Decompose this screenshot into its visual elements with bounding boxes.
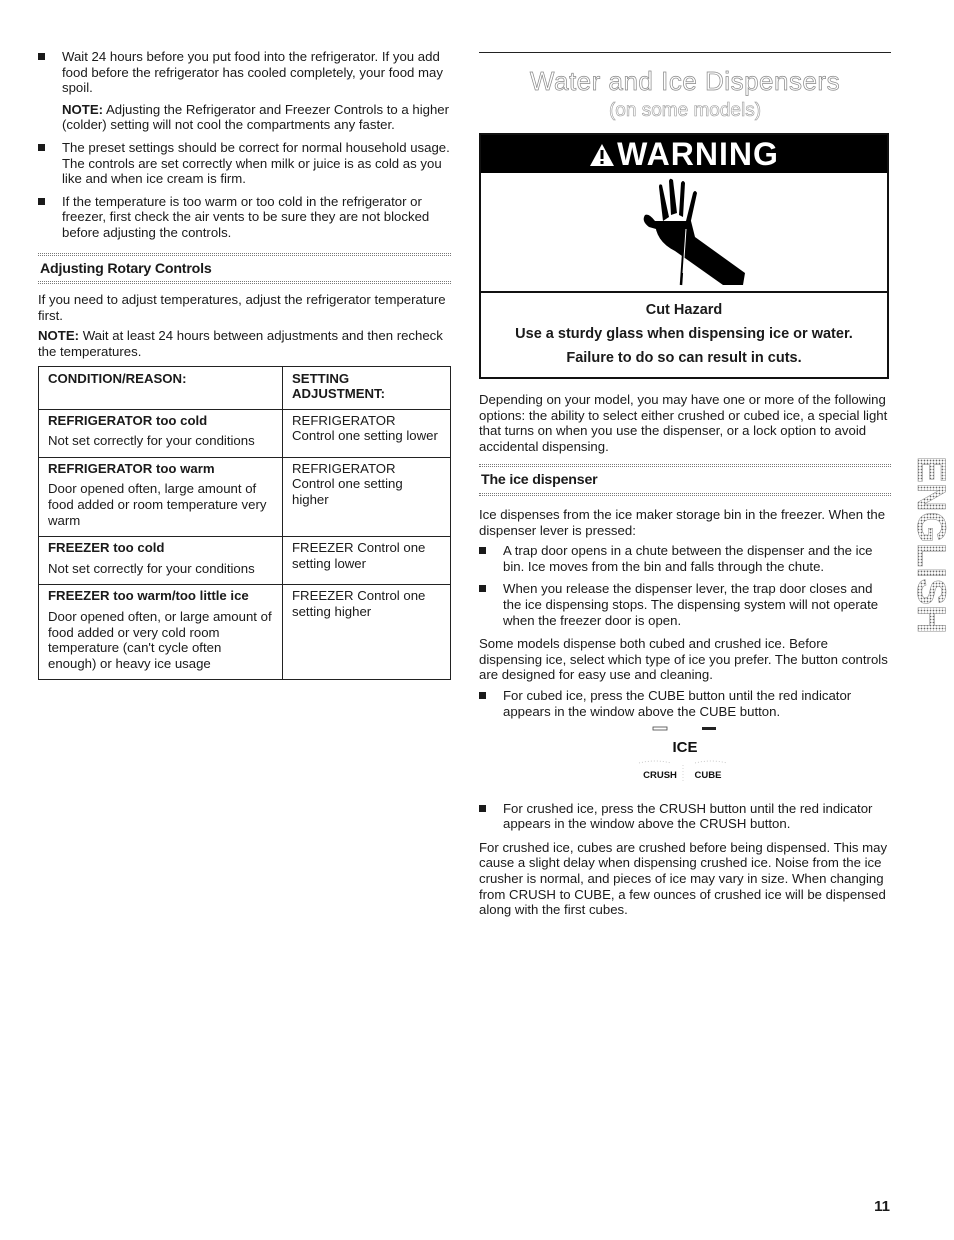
- bullet-release-lever: [479, 581, 891, 628]
- warning-box: [479, 133, 889, 379]
- table-row: [39, 457, 451, 536]
- setting-cell: REFRIGERATOR Control one setting lower: [283, 409, 451, 457]
- condition-cell: [39, 457, 283, 536]
- rotary-paragraph: If you need to adjust temperatures, adjust the refrigerator temperature first.: [38, 292, 446, 323]
- warning-triangle-icon: [589, 143, 615, 167]
- note-text: Wait at least 24 hours between adjustments and then recheck the temperatures.: [38, 328, 443, 359]
- rotary-note: [38, 328, 451, 359]
- setting-cell: FREEZER Control one setting lower: [283, 537, 451, 585]
- cut-hazard-graphic: [481, 173, 887, 293]
- ice-control-panel: [479, 725, 891, 791]
- bullet-text: Wait 24 hours before you put food into the refrigerator. If you add food before the refrigerator has cooled completely, your food may spoil.: [62, 49, 443, 96]
- condition-cell: [39, 409, 283, 457]
- condition-cell: [39, 585, 283, 680]
- warning-header: [481, 135, 887, 173]
- ice-button-diagram: [625, 725, 745, 787]
- section-divider: [479, 493, 891, 496]
- bullet-wait-24-hours: [38, 49, 451, 96]
- table-row: [39, 537, 451, 585]
- top-rule: [479, 52, 891, 53]
- cube-button[interactable]: CUBE: [694, 770, 722, 782]
- bullet-crushed-ice: [479, 801, 891, 832]
- hazard-title: Cut Hazard: [645, 302, 723, 318]
- note-label: NOTE:: [62, 101, 104, 117]
- temperature-adjustment-table: [38, 366, 451, 681]
- condition-title: REFRIGERATOR too warm: [48, 460, 215, 476]
- table-row: [39, 585, 451, 680]
- english-tab-graphic: [898, 450, 953, 640]
- table-row: [39, 409, 451, 457]
- bullet-trap-door: [479, 543, 891, 574]
- bullet-text: The preset settings should be correct for normal household usage. The controls are set correctly when milk or juice is as cold as you like and when ice cream is firm.: [62, 139, 450, 187]
- left-column: [38, 49, 451, 680]
- ice-label: ICE: [672, 739, 698, 757]
- note-text: Adjusting the Refrigerator and Freezer Controls to a higher (colder) setting will not cool the compartments any faster.: [62, 101, 450, 133]
- condition-title: FREEZER too warm/too little ice: [48, 588, 249, 604]
- note-controls: [38, 102, 451, 133]
- condition-cell: [39, 537, 283, 585]
- warning-consequence: Failure to do so can result in cuts.: [566, 350, 802, 366]
- models-paragraph: Some models dispense both cubed and crushed ice. Before dispensing ice, select which type of ice you prefer. The button controls are designed for easy use and cleaning.: [479, 636, 888, 683]
- bullet-text: For cubed ice, press the CUBE button until the red indicator appears in the window above the CUBE button.: [503, 687, 852, 719]
- setting-cell: REFRIGERATOR Control one setting higher: [283, 457, 451, 536]
- warning-header-text: WARNING: [617, 136, 779, 172]
- table-header-row: [39, 366, 451, 409]
- condition-title: FREEZER too cold: [48, 540, 165, 556]
- condition-desc: Not set correctly for your conditions: [48, 433, 255, 449]
- warning-instruction: Use a sturdy glass when dispensing ice or water.: [515, 326, 853, 342]
- crush-button[interactable]: CRUSH: [643, 770, 677, 782]
- bullet-text: When you release the dispenser lever, the trap door closes and the ice dispensing stops. The dispensing system will not operate when the freezer door is open.: [503, 581, 879, 628]
- condition-desc: Not set correctly for your conditions: [48, 560, 255, 576]
- right-column: [479, 49, 891, 918]
- rotary-heading: Adjusting Rotary Controls: [40, 260, 212, 277]
- condition-title: REFRIGERATOR too cold: [48, 412, 208, 428]
- bullet-text: A trap door opens in a chute between the dispenser and the ice bin. Ice moves from the bin and falls through the chute.: [503, 543, 873, 574]
- section-divider: [38, 281, 451, 284]
- bullet-cubed-ice: [479, 688, 891, 719]
- header-condition: CONDITION/REASON:: [39, 366, 283, 409]
- ice-paragraph: Ice dispenses from the ice maker storage bin in the freezer. When the dispenser lever is pressed:: [479, 506, 886, 538]
- section-title: Water and Ice Dispensers: [529, 66, 841, 96]
- warning-text: [481, 293, 887, 377]
- side-tab-text: ENGLISH: [909, 456, 953, 634]
- note-label: NOTE:: [38, 328, 80, 344]
- setting-cell: FREEZER Control one setting higher: [283, 585, 451, 680]
- condition-desc: Door opened often, or large amount of food added or very cold room temperature (can't cycle often enough) or heavy ice usage: [48, 609, 272, 671]
- bullet-temperature-check: [38, 194, 451, 241]
- crush-paragraph: For crushed ice, cubes are crushed before being dispensed. This may cause a slight delay when dispensing crushed ice. Noise from the ice crusher is normal, and pieces of ice may vary in size. When changing from CRUSH to CUBE, a few ounces of crushed ice will be dispensed along with the first cubes.: [479, 839, 888, 918]
- page-number: 11: [874, 1198, 890, 1215]
- language-side-tab: [898, 450, 953, 640]
- bullet-text: If the temperature is too warm or too cold in the refrigerator or freezer, first check the air vents to be sure they are not blocked before adjusting the controls.: [62, 193, 430, 240]
- header-setting: SETTING ADJUSTMENT:: [283, 366, 451, 409]
- bullet-text: For crushed ice, press the CRUSH button until the red indicator appears in the window above the CRUSH button.: [503, 800, 873, 832]
- cut-hand-icon: [619, 177, 749, 287]
- dispenser-intro: Depending on your model, you may have one or more of the following options: the ability to select either crushed or cubed ice, a special light that turns on when you use the dispenser, or a lock option to avoid accidental dispensing.: [479, 392, 888, 454]
- section-subtitle: (on some models): [608, 100, 762, 121]
- ice-dispenser-heading: The ice dispenser: [481, 472, 598, 489]
- condition-desc: Door opened often, large amount of food added or room temperature very warm: [48, 481, 267, 528]
- bullet-preset-settings: [38, 140, 451, 187]
